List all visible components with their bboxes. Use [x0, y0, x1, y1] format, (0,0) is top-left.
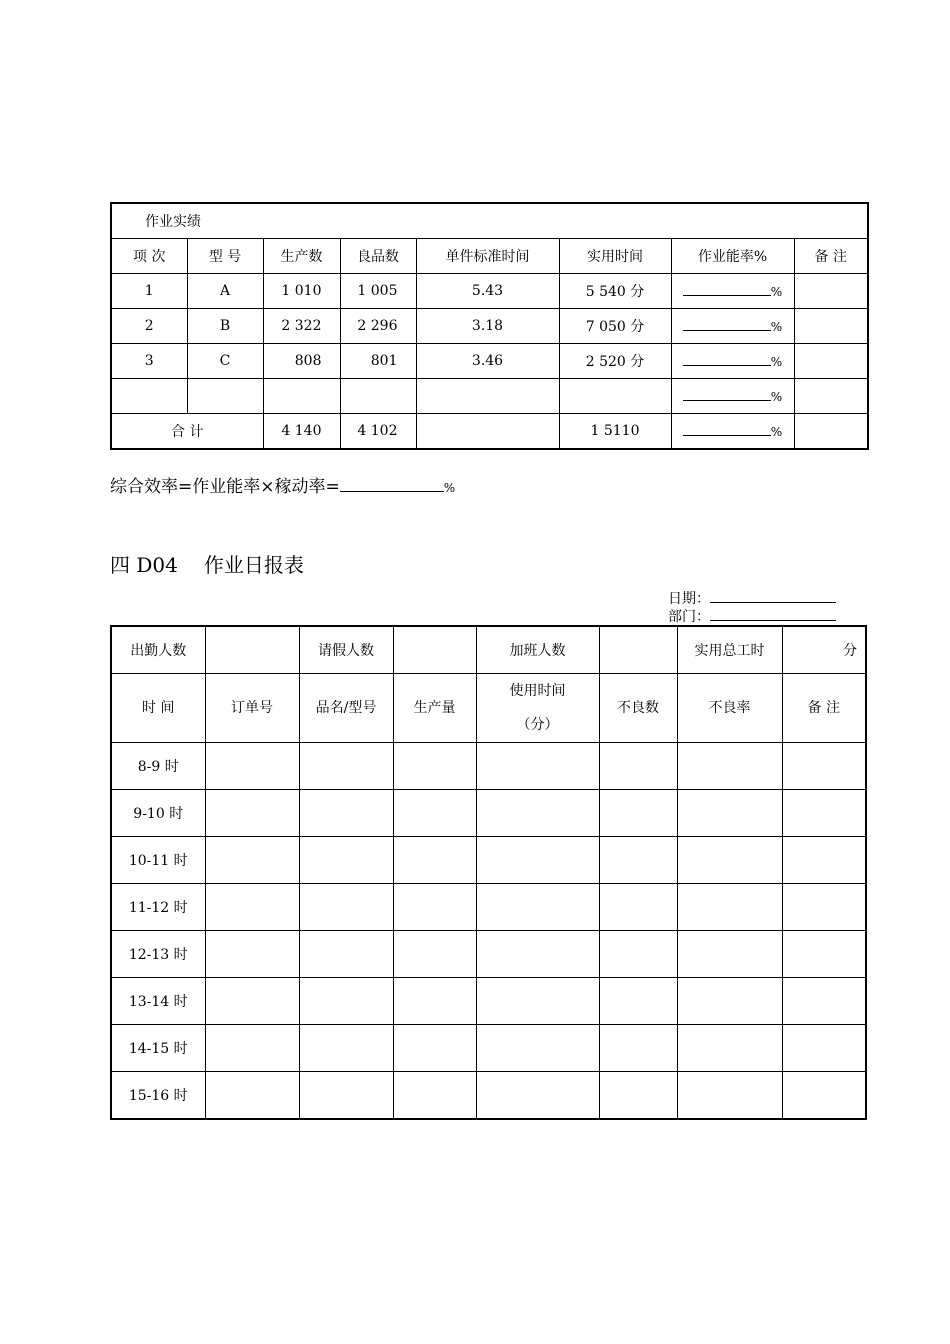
- overall-efficiency-formula: [110, 472, 455, 497]
- cell-order-no[interactable]: [205, 1072, 299, 1120]
- cell-remarks[interactable]: [794, 309, 868, 344]
- cell-model[interactable]: [187, 379, 263, 414]
- minutes-unit: 分: [843, 643, 857, 659]
- efficiency-blank[interactable]: [671, 414, 794, 450]
- cell-product[interactable]: [299, 931, 393, 978]
- cell-order-no[interactable]: [205, 931, 299, 978]
- cell-defects[interactable]: [599, 837, 677, 884]
- cell-used-time: 5 540 分: [559, 274, 671, 309]
- cell-model: C: [187, 344, 263, 379]
- table-row: [111, 274, 868, 309]
- cell-output[interactable]: [393, 790, 476, 837]
- overtime-value[interactable]: [599, 626, 677, 674]
- section-heading: [110, 549, 304, 578]
- cell-product[interactable]: [299, 837, 393, 884]
- cell-good: 801: [340, 344, 416, 379]
- total-row: [111, 414, 868, 450]
- cell-defects[interactable]: [599, 884, 677, 931]
- time-slot-label: 14-15 时: [111, 1025, 205, 1072]
- cell-defects[interactable]: [599, 743, 677, 790]
- dept-field[interactable]: [668, 608, 836, 626]
- date-label: 日期：: [668, 591, 710, 607]
- table-row: [111, 1072, 866, 1120]
- header-remarks: 备 注: [794, 239, 868, 274]
- cell-order-no[interactable]: [205, 743, 299, 790]
- cell-output[interactable]: [393, 837, 476, 884]
- table-row: [111, 837, 866, 884]
- cell-remarks[interactable]: [794, 274, 868, 309]
- table-row: [111, 790, 866, 837]
- time-slot-label: 11-12 时: [111, 884, 205, 931]
- cell-item-no[interactable]: [111, 379, 187, 414]
- cell-good: 1 005: [340, 274, 416, 309]
- total-hours-value[interactable]: [782, 626, 866, 674]
- cell-remarks[interactable]: [794, 379, 868, 414]
- time-slot-label: 10-11 时: [111, 837, 205, 884]
- total-hours-label: 实用总工时: [677, 626, 782, 674]
- table-row: [111, 884, 866, 931]
- cell-good: 2 296: [340, 309, 416, 344]
- formula-text: 综合效率=作业能率×稼动率=: [110, 477, 340, 497]
- cell-defect-rate[interactable]: [677, 931, 782, 978]
- table-row: [111, 344, 868, 379]
- efficiency-blank[interactable]: [671, 274, 794, 309]
- cell-used-time[interactable]: [476, 931, 599, 978]
- cell-order-no[interactable]: [205, 790, 299, 837]
- cell-produced[interactable]: [263, 379, 340, 414]
- cell-product[interactable]: [299, 884, 393, 931]
- cell-order-no[interactable]: [205, 884, 299, 931]
- header-product: 品名/型号: [299, 674, 393, 743]
- cell-defect-rate[interactable]: [677, 790, 782, 837]
- header-produced: 生产数: [263, 239, 340, 274]
- performance-table: [110, 202, 869, 450]
- leave-label: 请假人数: [299, 626, 393, 674]
- cell-product[interactable]: [299, 790, 393, 837]
- cell-used-time[interactable]: [476, 837, 599, 884]
- cell-remarks[interactable]: [782, 931, 866, 978]
- cell-produced: 1 010: [263, 274, 340, 309]
- percent-sign: %: [770, 354, 783, 369]
- cell-defect-rate[interactable]: [677, 1025, 782, 1072]
- cell-output[interactable]: [393, 1025, 476, 1072]
- cell-defect-rate[interactable]: [677, 743, 782, 790]
- cell-remarks[interactable]: [782, 1072, 866, 1120]
- efficiency-blank[interactable]: [671, 344, 794, 379]
- cell-produced: 808: [263, 344, 340, 379]
- table-row: [111, 379, 868, 414]
- cell-std-time: 5.43: [416, 274, 559, 309]
- time-slot-label: 13-14 时: [111, 978, 205, 1025]
- cell-used-time[interactable]: [476, 978, 599, 1025]
- cell-product[interactable]: [299, 978, 393, 1025]
- cell-std-time[interactable]: [416, 379, 559, 414]
- cell-item-no: 2: [111, 309, 187, 344]
- header-output: 生产量: [393, 674, 476, 743]
- total-produced: 4 140: [263, 414, 340, 450]
- section-code: 四 D04: [110, 553, 178, 577]
- daily-report-table: [110, 625, 867, 1120]
- cell-remarks[interactable]: [794, 414, 868, 450]
- cell-output[interactable]: [393, 743, 476, 790]
- header-used-time: [476, 674, 599, 743]
- cell-item-no: 1: [111, 274, 187, 309]
- attendance-label: 出勤人数: [111, 626, 205, 674]
- time-slot-label: 8-9 时: [111, 743, 205, 790]
- cell-order-no[interactable]: [205, 978, 299, 1025]
- cell-product[interactable]: [299, 1072, 393, 1120]
- performance-header-row: [111, 239, 868, 274]
- total-good: 4 102: [340, 414, 416, 450]
- cell-std-time: 3.18: [416, 309, 559, 344]
- date-field[interactable]: [668, 590, 836, 608]
- cell-remarks[interactable]: [782, 743, 866, 790]
- cell-defects[interactable]: [599, 1025, 677, 1072]
- total-label: 合 计: [111, 414, 263, 450]
- table-row: [111, 309, 868, 344]
- cell-used-time[interactable]: [476, 790, 599, 837]
- table-row: [111, 743, 866, 790]
- leave-value[interactable]: [393, 626, 476, 674]
- cell-defects[interactable]: [599, 931, 677, 978]
- header-remarks: 备 注: [782, 674, 866, 743]
- cell-output[interactable]: [393, 884, 476, 931]
- dept-label: 部门：: [668, 609, 710, 625]
- header-efficiency: 作业能率%: [671, 239, 794, 274]
- percent-sign: %: [770, 284, 783, 299]
- header-used-time-line1: 使用时间: [509, 683, 566, 699]
- cell-remarks[interactable]: [782, 837, 866, 884]
- cell-output[interactable]: [393, 1072, 476, 1120]
- efficiency-blank[interactable]: [671, 379, 794, 414]
- summary-row: [111, 626, 866, 674]
- cell-defects[interactable]: [599, 1072, 677, 1120]
- cell-output[interactable]: [393, 931, 476, 978]
- cell-used-time: 2 520 分: [559, 344, 671, 379]
- header-used-time-line2: （分）: [516, 717, 559, 733]
- header-defects: 不良数: [599, 674, 677, 743]
- cell-order-no[interactable]: [205, 1025, 299, 1072]
- cell-remarks[interactable]: [782, 790, 866, 837]
- formula-percent-sign: %: [443, 481, 456, 495]
- cell-used-time[interactable]: [559, 379, 671, 414]
- cell-remarks[interactable]: [782, 1025, 866, 1072]
- time-slot-label: 9-10 时: [111, 790, 205, 837]
- percent-sign: %: [770, 319, 783, 334]
- header-order-no: 订单号: [205, 674, 299, 743]
- cell-std-time: 3.46: [416, 344, 559, 379]
- efficiency-blank[interactable]: [671, 309, 794, 344]
- cell-good[interactable]: [340, 379, 416, 414]
- attendance-value[interactable]: [205, 626, 299, 674]
- cell-remarks[interactable]: [782, 978, 866, 1025]
- cell-used-time: 7 050 分: [559, 309, 671, 344]
- cell-defect-rate[interactable]: [677, 1072, 782, 1120]
- total-used-time: 1 5110: [559, 414, 671, 450]
- cell-item-no: 3: [111, 344, 187, 379]
- section-title: 作业日报表: [203, 553, 304, 577]
- cell-product[interactable]: [299, 743, 393, 790]
- cell-used-time[interactable]: [476, 743, 599, 790]
- cell-product[interactable]: [299, 1025, 393, 1072]
- percent-sign: %: [770, 424, 783, 439]
- table-row: [111, 931, 866, 978]
- table-row: [111, 1025, 866, 1072]
- overtime-label: 加班人数: [476, 626, 599, 674]
- cell-remarks[interactable]: [782, 884, 866, 931]
- cell-defect-rate[interactable]: [677, 884, 782, 931]
- percent-sign: %: [770, 389, 783, 404]
- table-row: [111, 978, 866, 1025]
- cell-defects[interactable]: [599, 978, 677, 1025]
- header-good: 良品数: [340, 239, 416, 274]
- header-std-time: 单件标准时间: [416, 239, 559, 274]
- time-slot-label: 15-16 时: [111, 1072, 205, 1120]
- header-model: 型 号: [187, 239, 263, 274]
- cell-output[interactable]: [393, 978, 476, 1025]
- cell-defect-rate[interactable]: [677, 978, 782, 1025]
- daily-header-row: [111, 674, 866, 743]
- total-std-time: [416, 414, 559, 450]
- header-defect-rate: 不良率: [677, 674, 782, 743]
- header-time: 时 间: [111, 674, 205, 743]
- cell-used-time[interactable]: [476, 1025, 599, 1072]
- formula-blank[interactable]: [340, 477, 444, 492]
- performance-table-title: 作业实绩: [111, 203, 868, 239]
- cell-defect-rate[interactable]: [677, 837, 782, 884]
- cell-used-time[interactable]: [476, 1072, 599, 1120]
- cell-model: A: [187, 274, 263, 309]
- time-slot-label: 12-13 时: [111, 931, 205, 978]
- cell-produced: 2 322: [263, 309, 340, 344]
- header-used-time: 实用时间: [559, 239, 671, 274]
- cell-remarks[interactable]: [794, 344, 868, 379]
- cell-used-time[interactable]: [476, 884, 599, 931]
- cell-defects[interactable]: [599, 790, 677, 837]
- header-item-no: 项 次: [111, 239, 187, 274]
- cell-order-no[interactable]: [205, 837, 299, 884]
- report-meta: [668, 590, 836, 626]
- cell-model: B: [187, 309, 263, 344]
